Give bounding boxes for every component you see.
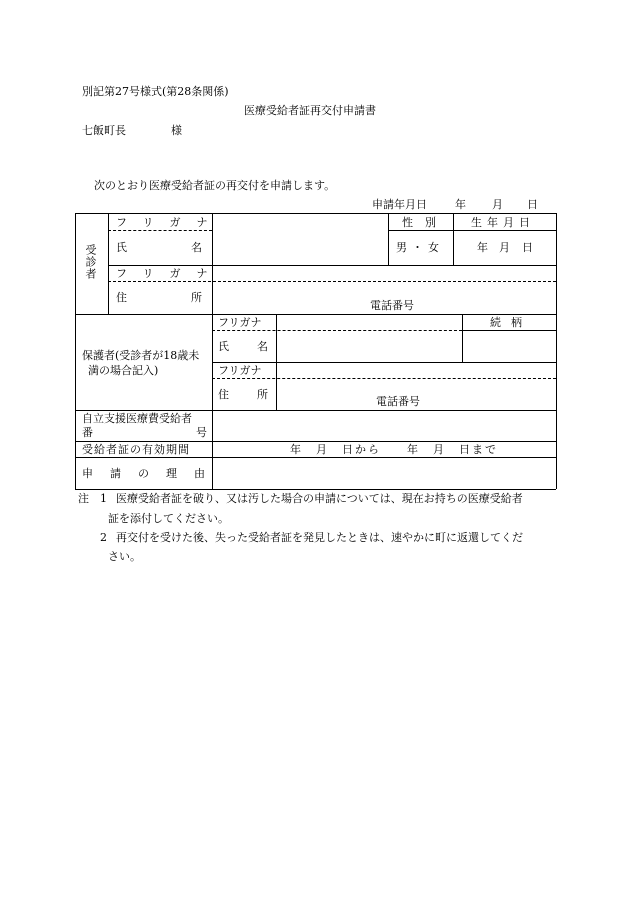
cert-number-input[interactable] <box>213 411 555 440</box>
guardian-furigana-label: フリガナ <box>218 316 262 329</box>
note-1-num: 1 <box>100 492 107 505</box>
birth-month: 月 <box>499 241 510 254</box>
guardian-address-furigana-label: フリガナ <box>218 364 262 377</box>
patient-name-input[interactable] <box>213 231 387 264</box>
note-2-num: 2 <box>100 531 107 544</box>
birth-day: 日 <box>522 241 533 254</box>
guardian-phone-label: 電話番号 <box>376 395 420 408</box>
guardian-relation-input[interactable] <box>463 331 555 361</box>
patient-name-label <box>116 241 266 254</box>
patient-address-label: 住所 <box>116 291 266 304</box>
patient-furigana-label: フリガナ <box>116 216 224 229</box>
application-date-label: 申請年月日 <box>372 198 427 211</box>
patient-section-label: 受診者 <box>84 244 97 280</box>
sex-options[interactable]: 男・女 <box>396 241 444 254</box>
validity-label: 受給者証の有効期間 <box>82 443 190 456</box>
validity-value[interactable]: 年 月 日から 年 月 日まで <box>290 443 498 456</box>
sex-header: 性別 <box>402 216 448 229</box>
application-date-day: 日 <box>527 198 538 211</box>
cert-number-label-go: 号 <box>196 426 207 439</box>
notes-prefix: 注 <box>78 492 89 505</box>
patient-address-furigana-label: フリガナ <box>116 267 224 280</box>
birth-year: 年 <box>477 241 488 254</box>
guardian-address-label: 住所 <box>218 388 296 401</box>
honorific: 様 <box>171 124 182 137</box>
guardian-name-input[interactable] <box>277 331 461 361</box>
cert-number-label-ban: 番 <box>82 426 93 439</box>
guardian-relation-label: 続柄 <box>490 316 532 329</box>
reason-label: 申請の理由 <box>82 467 222 480</box>
note-2-line2: さい。 <box>108 550 141 563</box>
reason-input[interactable] <box>213 458 555 488</box>
addressee: 七飯町長 <box>82 124 126 137</box>
form-number: 別記第27号様式(第28条関係) <box>82 85 229 98</box>
note-1-line2: 証を添付してください。 <box>108 512 229 525</box>
application-date-month: 月 <box>492 198 503 211</box>
application-date-year: 年 <box>455 198 466 211</box>
birth-header: 生年月日 <box>471 216 535 229</box>
guardian-furigana-input[interactable] <box>277 315 461 330</box>
guardian-address-input[interactable] <box>277 379 555 395</box>
guardian-section-label-1: 保護者(受診者が18歳未 <box>82 349 200 362</box>
cert-number-label-1: 自立支援医療費受給者 <box>82 412 192 425</box>
patient-name-text: 氏名 <box>116 241 266 254</box>
note-1-line1: 医療受給者証を破り、又は汚した場合の申請については、現在お持ちの医療受給者 <box>116 492 523 505</box>
patient-furigana-input[interactable] <box>213 214 387 230</box>
patient-address-input[interactable] <box>213 282 555 300</box>
note-2-line1: 再交付を受けた後、失った受給者証を発見したときは、速やかに町に返還してくだ <box>116 531 523 544</box>
patient-phone-label: 電話番号 <box>370 299 414 312</box>
intro-text: 次のとおり医療受給者証の再交付を申請します。 <box>94 179 336 192</box>
guardian-section-label-2: 満の場合記入) <box>88 364 159 377</box>
guardian-name-label: 氏名 <box>218 340 296 353</box>
form-title: 医療受給者証再交付申請書 <box>244 104 376 117</box>
